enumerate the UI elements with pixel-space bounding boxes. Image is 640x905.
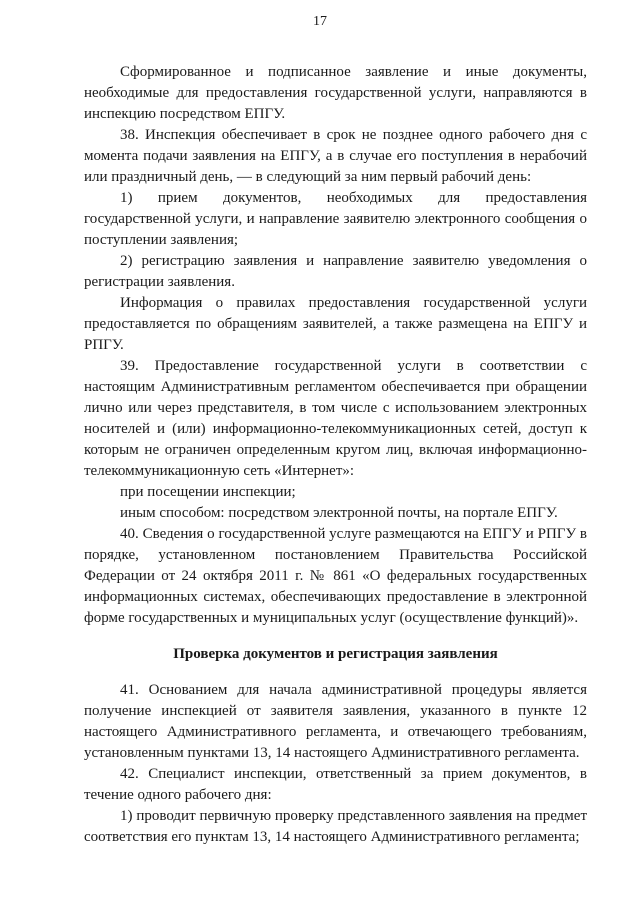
paragraph-41: 41. Основанием для начала административной процедуры является получение инспекцией от заявителя заявления, указанного в пункте 12 настоящего Административного регламента, и отвечающего требованиям, установленным пунктами 13, 14 настоящего Административного регламента.: [84, 682, 587, 761]
paragraph-42-item-1: 1) проводит первичную проверку представленного заявления на предмет соответствия его пунктам 13, 14 настоящего Административного регламента;: [84, 808, 587, 845]
paragraph-39-other: иным способом: посредством электронной почты, на портале ЕПГУ.: [120, 505, 558, 521]
paragraph-39-visit: при посещении инспекции;: [120, 484, 296, 500]
page-number: 17: [313, 14, 327, 29]
paragraph-38: 38. Инспекция обеспечивает в срок не позднее одного рабочего дня с момента подачи заявления на ЕПГУ, а в случае его поступления в нерабочий или праздничный день, — в следующий за ним первый рабочий день:: [84, 127, 587, 185]
paragraph-42: 42. Специалист инспекции, ответственный за прием документов, в течение одного рабочего дня:: [84, 766, 587, 803]
paragraph-information: Информация о правилах предоставления государственной услуги предоставляется по обращениям заявителей, а также размещена на ЕПГУ и РПГУ.: [84, 295, 587, 353]
paragraph-38-item-2: 2) регистрацию заявления и направление заявителю уведомления о регистрации заявления.: [84, 253, 587, 290]
paragraph-intro: Сформированное и подписанное заявление и иные документы, необходимые для предоставления государственной услуги, направляются в инспекцию посредством ЕПГУ.: [84, 64, 587, 122]
paragraph-40: 40. Сведения о государственной услуге размещаются на ЕПГУ и РПГУ в порядке, установленном постановлением Правительства Российской Федерации от 24 октября 2011 г. № 861 «О федеральных государственных информационных системах, обеспечивающих предоставление в электронной форме государственных и муниципальных услуг (осуществление функций)».: [84, 526, 587, 626]
document-body: [84, 62, 587, 848]
paragraph-38-item-1: 1) прием документов, необходимых для предоставления государственной услуги, и направление заявителю электронного сообщения о поступлении заявления;: [84, 190, 587, 248]
paragraph-39: 39. Предоставление государственной услуги в соответствии с настоящим Административным регламентом обеспечивается при обращении лично или через представителя, в том числе с использованием электронных носителей и (или) информационно-телекоммуникационных сетей, доступ к которым не ограничен определенным кругом лиц, включая информационно-телекоммуникационную сеть «Интернет»:: [84, 358, 587, 479]
section-heading: Проверка документов и регистрация заявления: [173, 646, 498, 662]
